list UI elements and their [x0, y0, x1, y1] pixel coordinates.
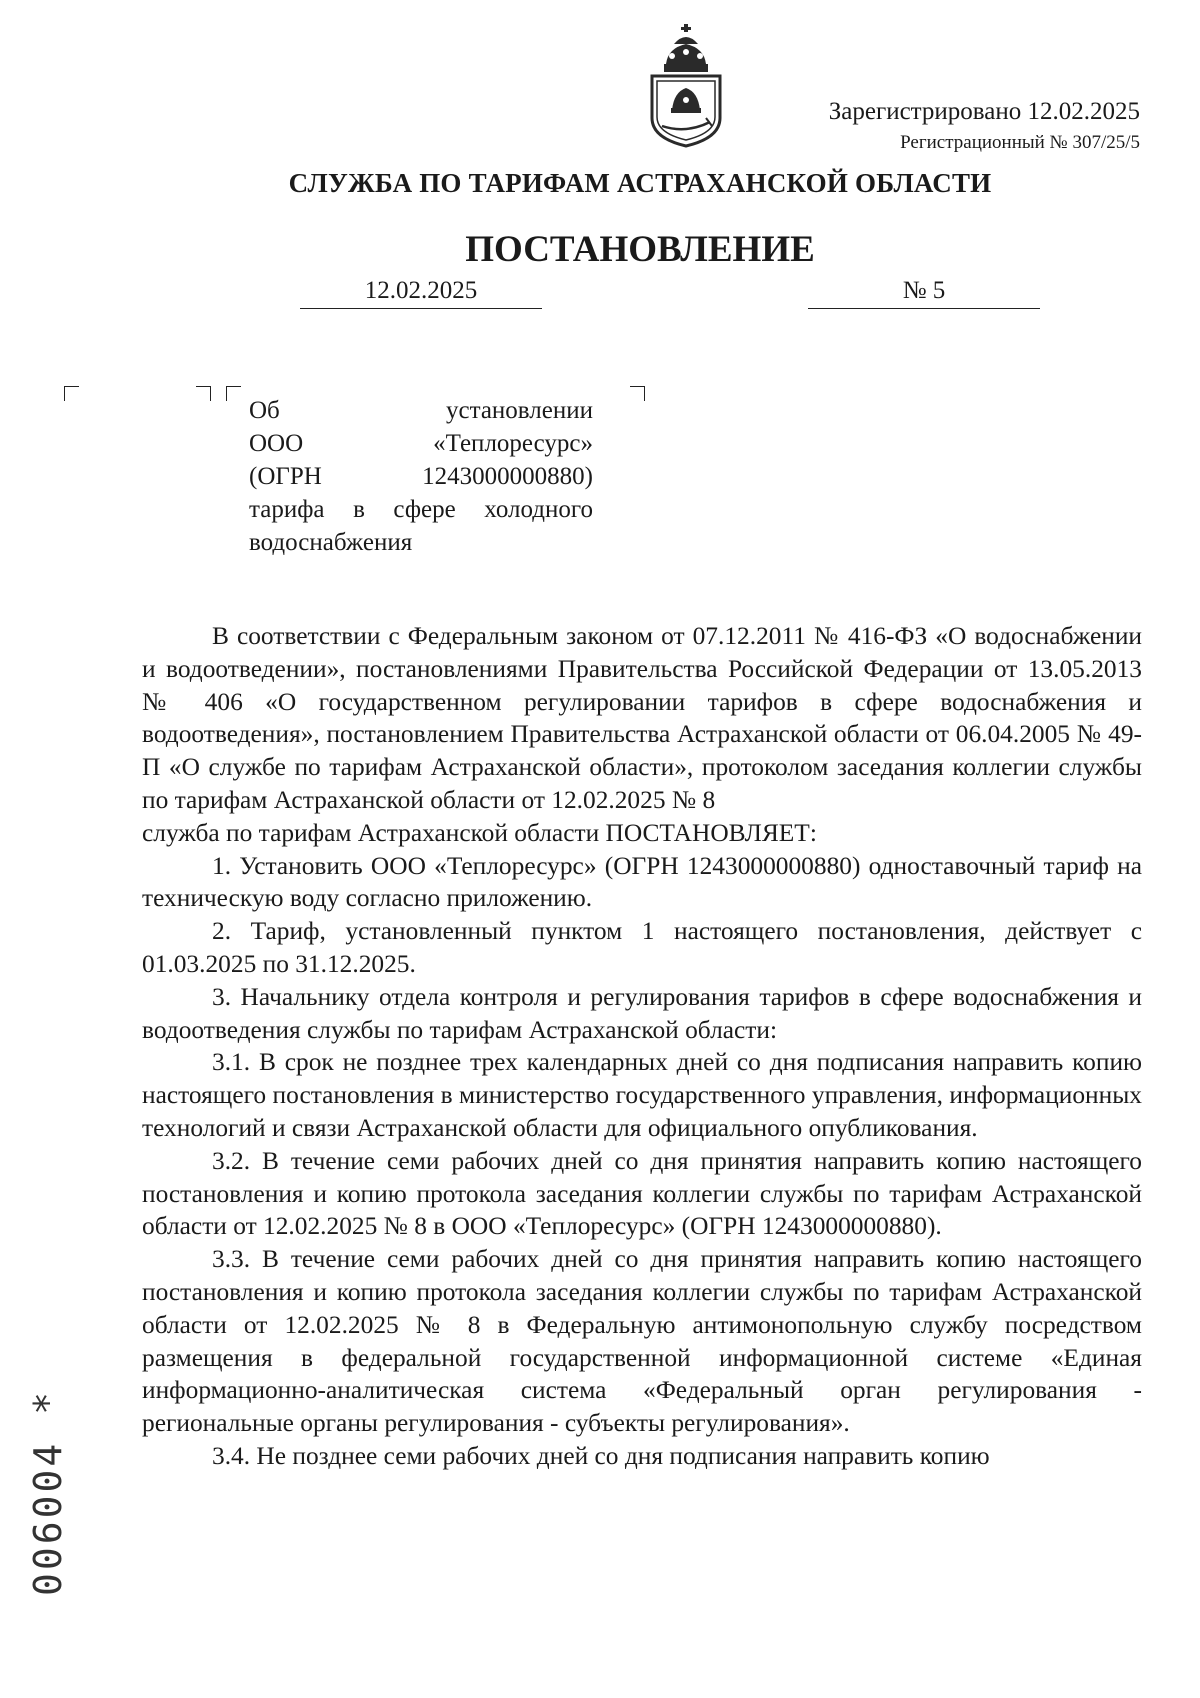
registration-number: Регистрационный № 307/25/5 — [900, 132, 1140, 153]
clause-3-3: 3.3. В течение семи рабочих дней со дня принятия направить копию настоящего постановления и копию протокола заседания коллегии службы по тарифам Астраханской области от 12.02.2025 № 8 в Федеральную антимонопольную службу посредством размещения в федеральной государственной информационной системе «Единая информационно-аналитическая система «Федеральный орган регулирования - региональные органы регулирования - субъекты регулирования». — [142, 1245, 1142, 1438]
document-number: № 5 — [808, 277, 1040, 309]
document-date: 12.02.2025 — [300, 277, 542, 309]
corner-mark-inner-right — [196, 386, 211, 401]
subject-line: водоснабжения — [249, 529, 413, 556]
document-body — [142, 620, 1142, 1473]
clause-1: 1. Установить ООО «Теплоресурс» (ОГРН 1243000000880) одноставочный тариф на техническую воду согласно приложению. — [142, 851, 1142, 913]
subject-line: Об установлении — [249, 397, 593, 424]
clause-3-1: 3.1. В срок не позднее трех календарных дней со дня подписания направить копию настоящего постановления в министерство государственного управления, информационных технологий и связи Астраханской области для официального опубликования. — [142, 1048, 1142, 1142]
clause-3: 3. Начальнику отдела контроля и регулирования тарифов в сфере водоснабжения и водоотведения службы по тарифам Астраханской области: — [142, 982, 1142, 1044]
clause-3-4: 3.4. Не позднее семи рабочих дней со дня подписания направить копию — [212, 1441, 990, 1470]
corner-mark-left — [64, 386, 79, 401]
registration-date: Зарегистрировано 12.02.2025 — [828, 98, 1140, 125]
document-type-title: ПОСТАНОВЛЕНИЕ — [465, 229, 815, 270]
resolution-line: служба по тарифам Астраханской области ПОСТАНОВЛЯЕТ: — [142, 818, 817, 847]
coat-of-arms-emblem — [644, 22, 728, 148]
subject-line: тарифа в сфере холодного — [249, 496, 593, 523]
clause-2: 2. Тариф, установленный пунктом 1 настоящего постановления, действует с 01.03.2025 по 31.12.2025. — [142, 917, 1142, 978]
side-serial-stamp: 006004 * — [26, 1388, 70, 1596]
corner-mark-subject-right — [630, 386, 645, 401]
preamble-paragraph: В соответствии с Федеральным законом от 07.12.2011 № 416-ФЗ «О водоснабжении и водоотведении», постановлениями Правительства Российской Федерации от 13.05.2013 № 406 «О государственном регулировании тарифов в сфере водоснабжения и водоотведения», постановлением Правительства Астраханской области от 06.04.2005 № 49-П «О службе по тарифам Астраханской области», протоколом заседания коллегии службы по тарифам Астраханской области от 12.02.2025 № 8 — [142, 622, 1142, 814]
agency-name: СЛУЖБА ПО ТАРИФАМ АСТРАХАНСКОЙ ОБЛАСТИ — [288, 168, 992, 198]
subject-block — [249, 394, 593, 559]
corner-mark-subject-left — [226, 386, 241, 401]
subject-line: ООО «Теплоресурс» — [249, 430, 593, 457]
clause-3-2: 3.2. В течение семи рабочих дней со дня принятия направить копию настоящего постановления и копию протокола заседания коллегии службы по тарифам Астраханской области от 12.02.2025 № 8 в ООО «Теплоресурс» (ОГРН 1243000000880). — [142, 1146, 1142, 1241]
subject-line: (ОГРН 1243000000880) — [249, 463, 593, 490]
